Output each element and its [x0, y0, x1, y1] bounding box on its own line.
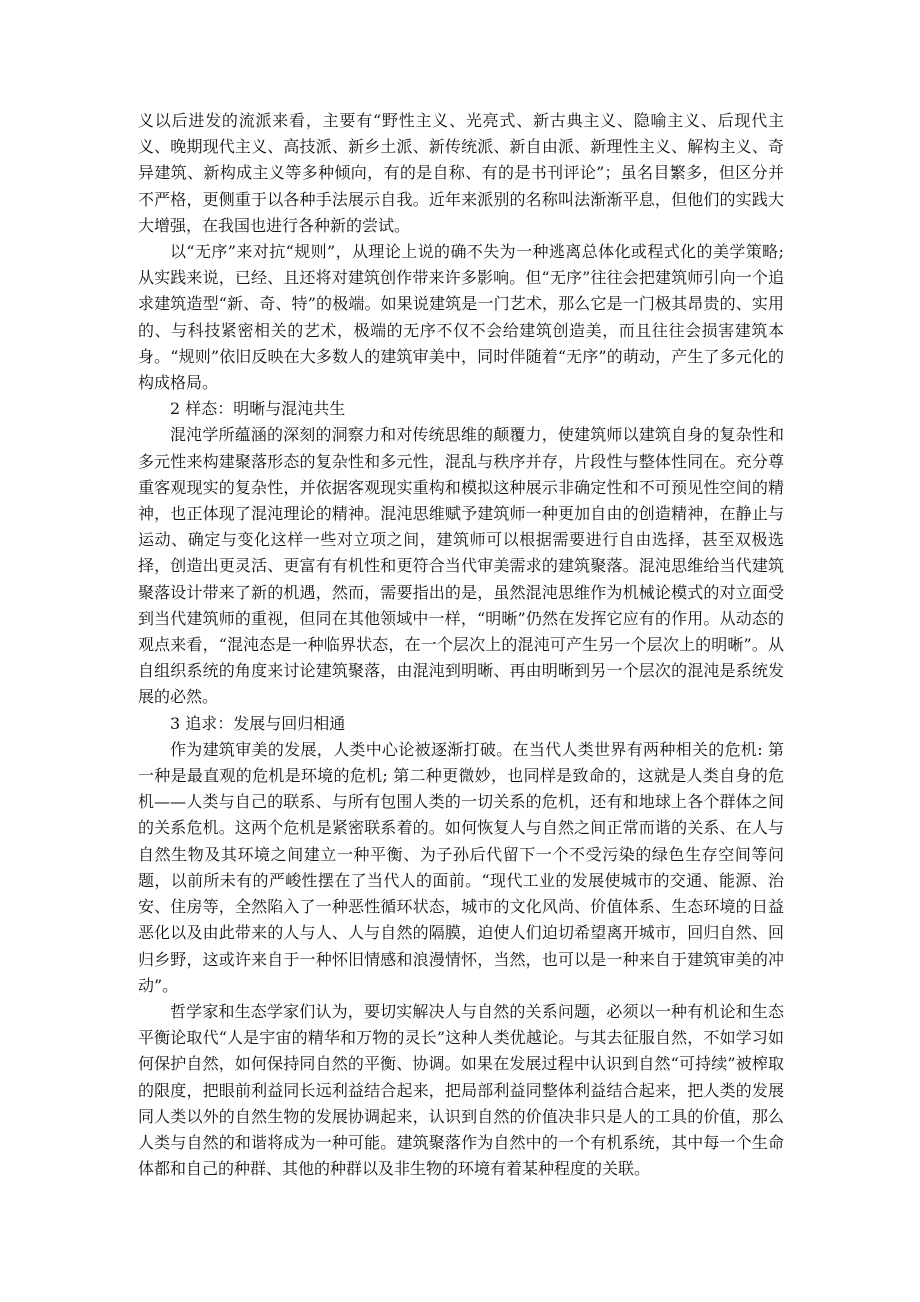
paragraph-schools-list: 义以后进发的流派来看，主要有“野性主义、光亮式、新古典主义、隐喻主义、后现代主义、晚期现代主义、高技派、新乡土派、新传统派、新自由派、新理性主义、解构主义、奇异建筑、新构成主义等多种倾向，有的是自称、有的是书刊评论”；虽名目繁多，但区分并不严格，更侧重于以各种手法展示自我。近年来派别的名称叫法渐渐平息，但他们的实践大大增强，在我国也进行各种新的尝试。: [138, 111, 784, 235]
paragraph-chaos-theory: 混沌学所蕴涵的深刻的洞察力和对传统思维的颠覆力，使建筑师以建筑自身的复杂性和多元性来构建聚落形态的复杂性和多元性，混乱与秩序并存，片段性与整体性同在。充分尊重客观现实的复杂性，并依据客观现实重构和模拟这种展示非确定性和不可预见性空间的精神，也正体现了混沌理论的精神。混沌思维赋予建筑师一种更加自由的创造精神，在静止与运动、确定与变化这样一些对立项之间，建筑师可以根据需要进行自由选择，甚至双极选择，创造出更灵活、更富有有机性和更符合当代审美需求的建筑聚落。混沌思维给当代建筑聚落设计带来了新的机遇，然而，需要指出的是，虽然混沌思维作为机械论模式的对立面受到当代建筑师的重视，但同在其他领域中一样，“明晰”仍然在发挥它应有的作用。从动态的观点来看，“混沌态是一种临界状态，在一个层次上的混沌可产生另一个层次上的明晰”。从自组织系统的角度来讨论建筑聚落，由混沌到明晰、再由明晰到另一个层次的混沌是系统发展的必然。: [138, 425, 784, 707]
document-body: [138, 108, 784, 1182]
section-heading-3: 3 追求：发展与回归相通: [170, 713, 346, 733]
paragraph-ecology: 哲学家和生态学家们认为，要切实解决人与自然的关系问题，必须以一种有机论和生态平衡论取代“人是宇宙的精华和万物的灵长”这种人类优越论。与其去征服自然，不如学习如何保护自然，如何保持同自然的平衡、协调。如果在发展过程中认识到自然“可持续”被榨取的限度，把眼前利益同长远利益结合起来，把局部利益同整体利益结合起来，把人类的发展同人类以外的自然生物的发展协调起来，认识到自然的价值决非只是人的工具的价值，那么人类与自然的和谐将成为一种可能。建筑聚落作为自然中的一个有机系统，其中每一个生命体都和自己的种群、其他的种群以及非生物的环境有着某种程度的关联。: [138, 1001, 784, 1179]
section-heading-2: 2 样态：明晰与混沌共生: [170, 399, 346, 419]
paragraph-disorder-vs-rules: 以“无序”来对抗“规则”，从理论上说的确不失为一种逃离总体化或程式化的美学策略; 从实践来说，已经、且还将对建筑创作带来许多影响。但“无序”往往会把建筑师引向一个追求建筑造型“新、奇、特”的极端。如果说建筑是一门艺术，那么它是一门极其昂贵的、实用的、与科技紧密相关的艺术，极端的无序不仅不会给建筑创造美，而且往往会损害建筑本身。“规则”依旧反映在大多数人的建筑审美中，同时伴随着“无序”的萌动，产生了多元化的构成格局。: [138, 242, 784, 393]
paragraph-crisis: 作为建筑审美的发展，人类中心论被逐渐打破。在当代人类世界有两种相关的危机: 第一种是最直观的危机是环境的危机; 第二种更微妙，也同样是致命的，这就是人类自身的危机——人类与自己的联系、与所有包围人类的一切关系的危机，还有和地球上各个群体之间的关系危机。这两个危机是紧密联系着的。如何恢复人与自然之间正常而谐的关系、在人与自然生物及其环境之间建立一种平衡、为子孙后代留下一个不受污染的绿色生存空间等问题，以前所未有的严峻性摆在了当代人的面前。“现代工业的发展使城市的交通、能源、治安、住房等，全然陷入了一种恶性循环状态，城市的文化风尚、价值体系、生态环境的日益恶化以及由此带来的人与人、人与自然的隔膜，迫使人们迫切希望离开城市，回归自然、回归乡野，这或许来自于一种怀旧情感和浪漫情怀，当然，也可以是一种来自于建筑审美的冲动”。: [138, 739, 784, 995]
